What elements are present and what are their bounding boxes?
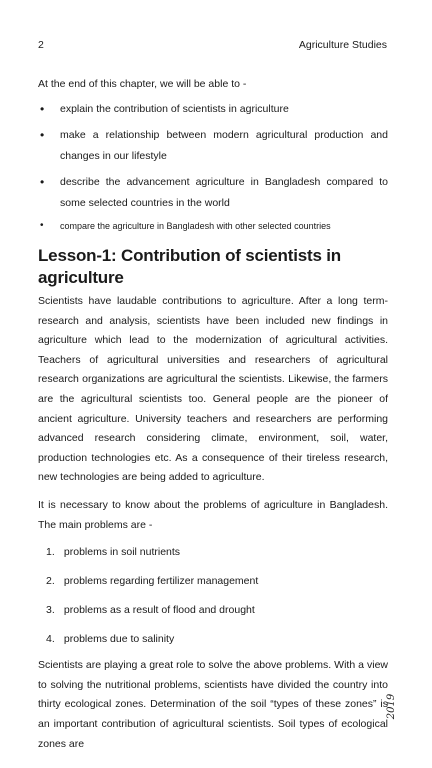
- problem-text: problems as a result of flood and drought: [63, 604, 255, 617]
- objective-text: compare the agriculture in Bangladesh with other selected countries: [60, 221, 331, 231]
- body-paragraph: Scientists have laudable contributions to agriculture. After a long term- research and analysis, scientists have been included new findings in agriculture which lead to the modernization of agricultural activities. Teachers of agricultural universities and researchers of agricultural research organizations are agricultural the scientists. Likewise, the farmers are the agricultural scientists too. General people are the pioneer of ancient agriculture. University teachers and researchers are performing advanced research considering climate, environment, soil, water, production technologies etc. As a consequence of their tireless research, new technologies are being added to agriculture.: [38, 295, 388, 484]
- problem-item: [38, 632, 388, 646]
- page-header: [38, 38, 387, 52]
- objective-item: [38, 125, 388, 167]
- bullet-icon: •: [40, 102, 45, 116]
- problems-list: [38, 545, 388, 646]
- intro-text: At the end of this chapter, we will be able to -: [38, 78, 247, 90]
- problem-text: problems due to salinity: [63, 633, 175, 646]
- year-mark: 2019: [385, 693, 397, 720]
- objective-text: make a relationship between modern agricultural production and changes in our lifestyle: [60, 129, 388, 162]
- problem-number: 3.: [46, 604, 55, 617]
- body-paragraph: Scientists are playing a great role to solve the above problems. With a view to solving the nutritional problems, scientists have divided the country into thirty ecological zones. Determination of the soil “types of these zones” is an important contribution of agricultural scientists. Soil types of ecological zones are: [38, 659, 388, 750]
- bullet-icon: •: [40, 175, 45, 189]
- objective-text: explain the contribution of scientists in agriculture: [60, 103, 289, 115]
- objective-text: describe the advancement agriculture in Bangladesh compared to some selected countries in the world: [60, 176, 388, 209]
- objectives-list: [38, 99, 388, 233]
- objective-item: [38, 219, 388, 233]
- problem-number: 1.: [46, 546, 55, 559]
- problem-text: problems regarding fertilizer management: [63, 575, 259, 588]
- problem-text: problems in soil nutrients: [63, 546, 181, 559]
- page-number: 2: [38, 39, 44, 51]
- objective-item: [38, 172, 388, 214]
- running-title: Agriculture Studies: [298, 39, 387, 51]
- body-paragraph: It is necessary to know about the problems of agriculture in Bangladesh. The main problems are -: [38, 498, 388, 531]
- problem-item: [38, 603, 388, 617]
- bullet-icon: •: [40, 128, 45, 142]
- problem-number: 2.: [46, 575, 55, 588]
- problem-item: [38, 574, 388, 588]
- bullet-icon: •: [40, 220, 44, 231]
- objective-item: [38, 99, 388, 120]
- lesson-title: Lesson-1: Contribution of scientists in agriculture: [38, 246, 341, 287]
- problem-item: [38, 545, 388, 559]
- page-content: [38, 77, 388, 754]
- problem-number: 4.: [46, 633, 55, 646]
